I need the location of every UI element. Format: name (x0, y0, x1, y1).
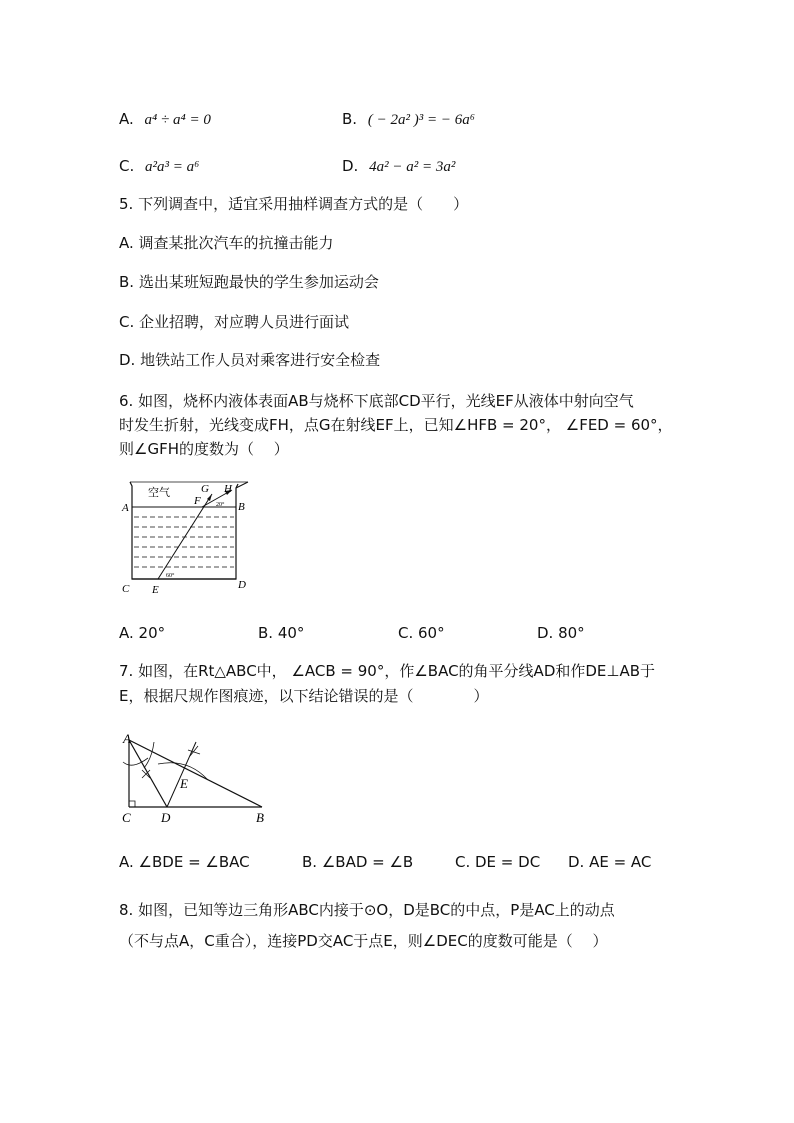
option-expression: ( − 2a² )³ = − 6a⁶ (367, 112, 475, 128)
triangle-figure (118, 728, 278, 828)
option-expression: a⁴ ÷ a⁴ = 0 (144, 112, 211, 128)
label-b: B (256, 810, 264, 825)
label-e: E (180, 776, 188, 791)
option-label: B. (342, 110, 358, 128)
q6-option-c: C. 60° (398, 624, 445, 642)
label-a: A (122, 502, 129, 514)
q8-stem-line2: （不与点A，C重合），连接PD交AC于点E，则∠DEC的度数可能是（ ） (119, 932, 608, 950)
q6-option-b: B. 40° (258, 624, 305, 642)
q4-option-b (342, 109, 475, 130)
label-d: D (161, 810, 171, 825)
q7-stem-line1: 7. 如图，在Rt△ABC中， ∠ACB = 90°，作∠BAC的角平分线AD和作DE⊥AB于 (119, 662, 656, 680)
option-label: D. (342, 157, 359, 175)
label-d: D (238, 579, 246, 591)
q6-option-d: D. 80° (537, 624, 585, 642)
q7-option-c: C. DE = DC (455, 853, 541, 871)
label-a: A (123, 731, 131, 746)
label-angle-20: 20° (216, 502, 225, 508)
q5-option-d: D. 地铁站工作人员对乘客进行安全检查 (119, 351, 381, 369)
q6-option-a: A. 20° (119, 624, 166, 642)
q8-stem-line1: 8. 如图，已知等边三角形ABC内接于⊙O，D是BC的中点，P是AC上的动点 (119, 901, 615, 919)
q7-option-a: A. ∠BDE = ∠BAC (119, 853, 250, 871)
q6-stem-line1: 6. 如图，烧杯内液体表面AB与烧杯下底部CD平行，光线EF从液体中射向空气 (119, 392, 634, 410)
option-expression: a²a³ = a⁶ (145, 159, 200, 175)
label-c: C (122, 810, 131, 825)
option-label: C. (119, 157, 135, 175)
option-label: A. (119, 110, 134, 128)
option-expression: 4a² − a² = 3a² (369, 159, 456, 175)
q5-option-b: B. 选出某班短跑最快的学生参加运动会 (119, 273, 379, 291)
q5-stem: 5. 下列调查中，适宜采用抽样调查方式的是（ ） (119, 195, 469, 213)
q4-option-c (119, 156, 199, 177)
q5-option-a: A. 调查某批次汽车的抗撞击能力 (119, 234, 334, 252)
label-h: H (224, 483, 232, 495)
q7-stem-line2: E，根据尺规作图痕迹，以下结论错误的是（ ） (119, 687, 489, 705)
q7-option-b: B. ∠BAD = ∠B (302, 853, 414, 871)
label-angle-60: 60° (166, 573, 175, 579)
label-e: E (152, 584, 159, 596)
beaker-figure (118, 476, 258, 601)
label-f: F (194, 495, 201, 507)
label-c: C (122, 583, 130, 595)
q4-option-a (119, 109, 211, 130)
label-b: B (238, 501, 245, 513)
q4-option-d (342, 156, 455, 177)
q5-option-c: C. 企业招聘，对应聘人员进行面试 (119, 313, 350, 331)
q7-option-d: D. AE = AC (568, 853, 652, 871)
label-air: 空气 (148, 486, 170, 499)
q6-stem-line2: 时发生折射，光线变成FH，点G在射线EF上，已知∠HFB = 20°， ∠FED = 60°， (119, 416, 673, 434)
q6-stem-line3: 则∠GFH的度数为（ ） (119, 440, 289, 458)
label-g: G (201, 483, 209, 495)
